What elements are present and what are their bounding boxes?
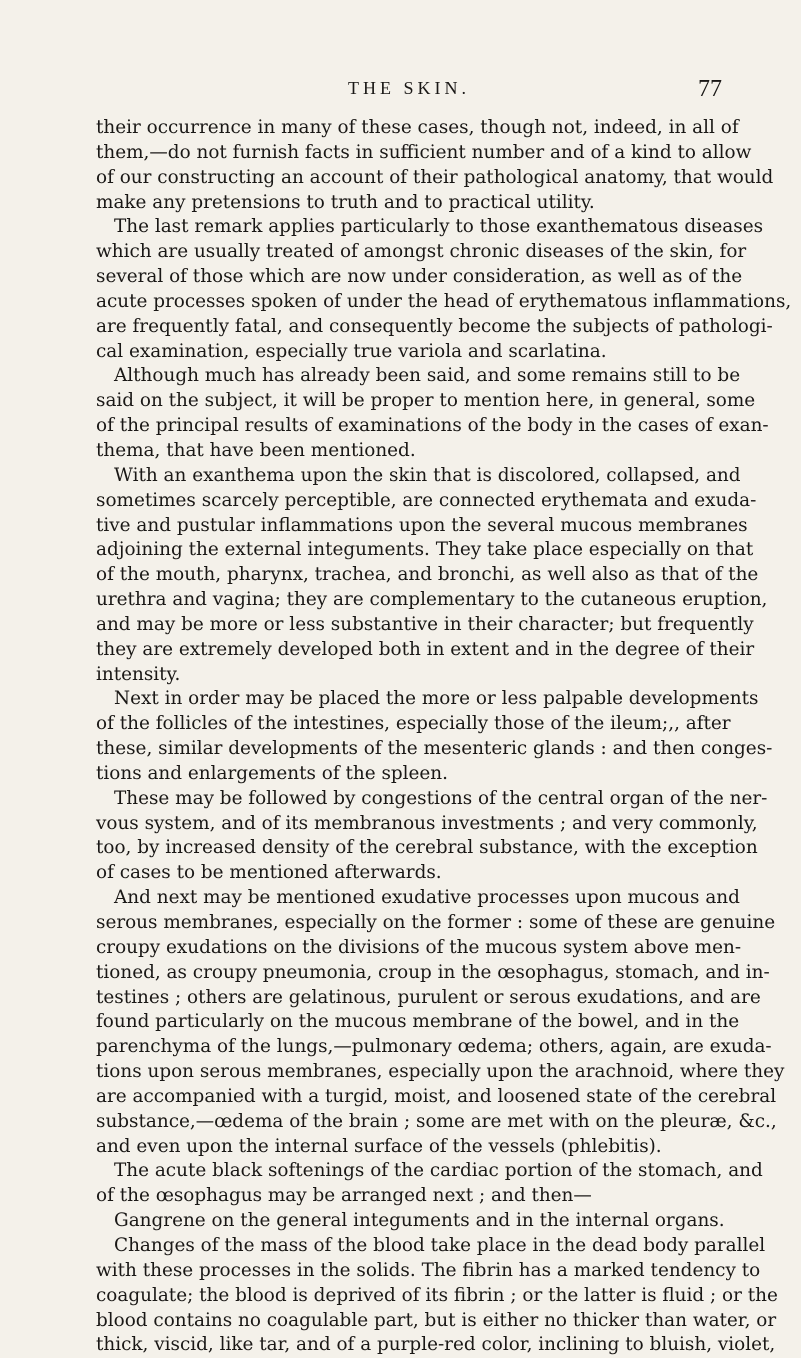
page-number: 77 (698, 76, 722, 102)
text-line: Next in order may be placed the more or less palpable developments (114, 688, 759, 710)
text-line: These may be followed by congestions of the central organ of the ner- (114, 787, 768, 809)
text-line: thick, viscid, like tar, and of a purple-red color, inclining to bluish, violet, (96, 1334, 776, 1356)
paragraph (96, 1234, 778, 1358)
paragraph (96, 364, 769, 463)
text-line: them,—do not furnish facts in sufficient number and of a kind to allow (96, 141, 752, 163)
text-line: they are extremely developed both in extent and in the degree of their (96, 638, 755, 660)
running-head (96, 76, 722, 104)
text-line: of cases to be mentioned afterwards. (96, 862, 442, 884)
text-line: of the principal results of examinations of the body in the cases of exan- (96, 415, 769, 437)
text-line: adjoining the external integuments. They take place especially on that (96, 539, 754, 561)
text-line: tions upon serous membranes, especially upon the arachnoid, where they (96, 1061, 785, 1083)
text-line: thema, that have been mentioned. (96, 439, 416, 461)
paragraph (96, 687, 773, 786)
paragraph (96, 1159, 763, 1209)
text-line: Although much has already been said, and some remains still to be (114, 365, 741, 387)
text-line: sometimes scarcely perceptible, are connected erythemata and exuda- (96, 489, 757, 511)
text-line: several of those which are now under consideration, as well as of the (96, 266, 743, 288)
text-line: blood contains no coagulable part, but is either no thicker than water, or (96, 1309, 777, 1331)
text-line: urethra and vagina; they are complementary to the cutaneous eruption, (96, 589, 768, 611)
text-line: substance,—œdema of the brain ; some are met with on the pleuræ, &c., (96, 1110, 777, 1132)
text-line: acute processes spoken of under the head of erythematous inflammations, (96, 290, 792, 312)
text-line: parenchyma of the lungs,—pulmonary œdema; others, again, are exuda- (96, 1036, 772, 1058)
text-line: too, by increased density of the cerebral substance, with the exception (96, 837, 758, 859)
text-line: tive and pustular inflammations upon the several mucous membranes (96, 514, 748, 536)
paragraph (96, 886, 785, 1159)
text-line: of the œsophagus may be arranged next ; and then— (96, 1185, 592, 1207)
text-line: and even upon the internal surface of the vessels (phlebitis). (96, 1135, 662, 1157)
text-line: Changes of the mass of the blood take place in the dead body parallel (114, 1234, 766, 1256)
text-line: cal examination, especially true variola and scarlatina. (96, 340, 607, 362)
text-line: with these processes in the solids. The fibrin has a marked tendency to (96, 1259, 761, 1281)
text-line: serous membranes, especially on the former : some of these are genuine (96, 912, 776, 933)
paragraph (96, 787, 768, 886)
text-line: their occurrence in many of these cases, though not, indeed, in all of (96, 117, 739, 138)
text-line: intensity. (96, 663, 181, 685)
text-line: With an exanthema upon the skin that is discolored, collapsed, and (114, 464, 741, 486)
text-line: said on the subject, it will be proper to mention here, in general, some (96, 390, 756, 412)
paragraph (96, 1209, 725, 1234)
body-text (96, 116, 792, 1358)
running-title: THE SKIN. (348, 78, 470, 98)
text-line: make any pretensions to truth and to practical utility. (96, 191, 595, 213)
paragraph (96, 215, 792, 364)
text-line: found particularly on the mucous membrane of the bowel, and in the (96, 1011, 740, 1033)
text-line: tioned, as croupy pneumonia, croup in the œsophagus, stomach, and in- (96, 961, 770, 983)
text-line: tions and enlargements of the spleen. (96, 762, 448, 784)
text-line: of our constructing an account of their pathological anatomy, that would (96, 166, 774, 188)
paragraph (96, 464, 768, 688)
text-line: And next may be mentioned exudative processes upon mucous and (114, 887, 740, 909)
text-line: are accompanied with a turgid, moist, and loosened state of the cerebral (96, 1085, 777, 1107)
text-line: testines ; others are gelatinous, purulent or serous exudations, and are (96, 986, 761, 1008)
text-line: and may be more or less substantive in their character; but frequently (96, 613, 754, 635)
text-line: coagulate; the blood is deprived of its fibrin ; or the latter is fluid ; or the (96, 1284, 778, 1306)
text-line: of the mouth, pharynx, trachea, and bronchi, as well also as that of the (96, 564, 759, 586)
text-line: The last remark applies particularly to those exanthematous diseases (114, 216, 764, 238)
text-line: of the follicles of the intestines, especially those of the ileum;,, after (96, 713, 731, 735)
text-line: these, similar developments of the mesenteric glands : and then conges- (96, 738, 773, 760)
text-line: croupy exudations on the divisions of the mucous system above men- (96, 936, 742, 958)
text-line: The acute black softenings of the cardiac portion of the stomach, and (114, 1160, 763, 1182)
text-line: are frequently fatal, and consequently become the subjects of pathologi- (96, 315, 773, 337)
text-line: Gangrene on the general integuments and in the internal organs. (114, 1210, 725, 1232)
paragraph (96, 116, 774, 215)
text-line: which are usually treated of amongst chronic diseases of the skin, for (96, 241, 747, 263)
text-line: vous system, and of its membranous investments ; and very commonly, (96, 812, 758, 834)
